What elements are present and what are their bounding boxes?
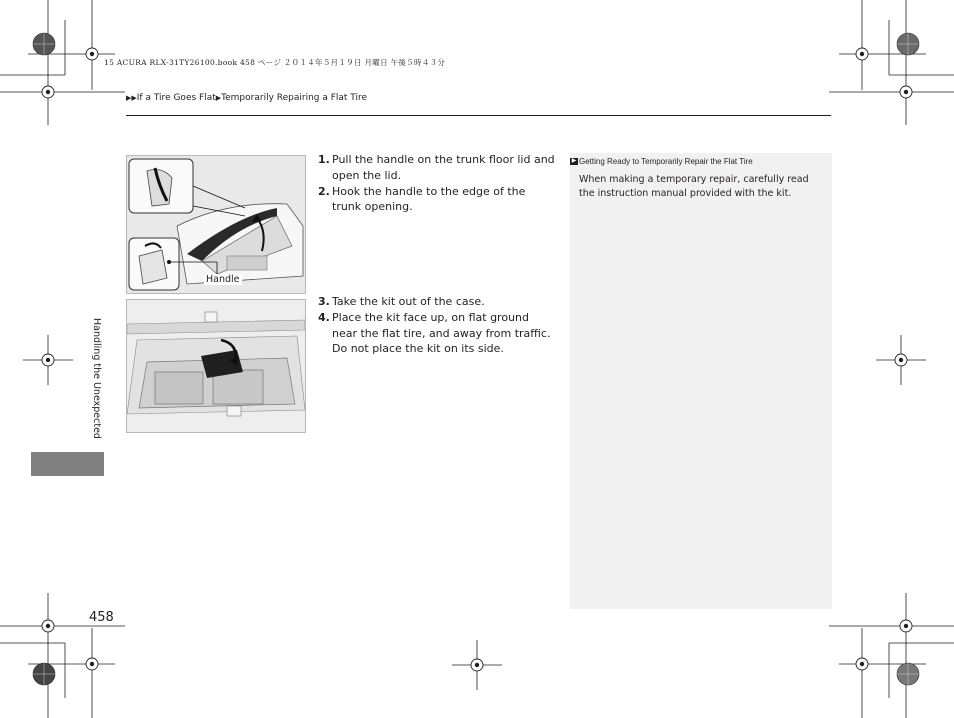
breadcrumb-arrows: ▶▶ bbox=[126, 94, 137, 102]
steps-group-2 bbox=[318, 294, 556, 357]
steps-group-1 bbox=[318, 152, 556, 215]
step-text: Take the kit out of the case. bbox=[332, 295, 485, 308]
step-number: 1. bbox=[318, 153, 330, 166]
step-1 bbox=[318, 152, 556, 183]
figure-trunk-kit bbox=[126, 299, 306, 433]
step-number: 3. bbox=[318, 295, 330, 308]
step-2 bbox=[318, 184, 556, 215]
side-note-title-text: Getting Ready to Temporarily Repair the Flat Tire bbox=[579, 157, 753, 166]
step-number: 4. bbox=[318, 311, 330, 324]
breadcrumb-section[interactable]: If a Tire Goes Flat bbox=[136, 93, 216, 103]
side-note-title[interactable] bbox=[570, 157, 753, 166]
step-text: Hook the handle to the edge of the trunk opening. bbox=[332, 184, 526, 213]
side-note-body: When making a temporary repair, carefully read the instruction manual provided with the kit. bbox=[579, 174, 809, 199]
step-text: Place the kit face up, on flat ground near the flat tire, and away from traffic. Do not place the kit on its side. bbox=[332, 311, 551, 355]
side-note-panel bbox=[570, 153, 832, 609]
trunk-kit-illustration bbox=[127, 300, 305, 432]
handle-callout: Handle bbox=[206, 274, 240, 285]
step-3 bbox=[318, 294, 556, 310]
print-header: 15 ACURA RLX-31TY26100.book 458 ページ ２０１４年５月１９日 月曜日 午後５時４３分 bbox=[104, 58, 446, 67]
trunk-lid-illustration bbox=[127, 156, 305, 293]
step-text: Pull the handle on the trunk floor lid and open the lid. bbox=[332, 153, 555, 182]
breadcrumb-separator: ▶ bbox=[215, 94, 222, 102]
chapter-label: Handling the Unexpected bbox=[91, 318, 102, 439]
chapter-tab[interactable] bbox=[31, 452, 104, 476]
header-rule bbox=[126, 115, 831, 116]
breadcrumb-page[interactable]: Temporarily Repairing a Flat Tire bbox=[221, 93, 368, 103]
step-4 bbox=[318, 310, 556, 357]
page-number: 458 bbox=[89, 610, 114, 625]
reference-arrow-icon: ▶ bbox=[571, 158, 577, 164]
step-number: 2. bbox=[318, 184, 330, 198]
breadcrumb bbox=[126, 93, 367, 103]
